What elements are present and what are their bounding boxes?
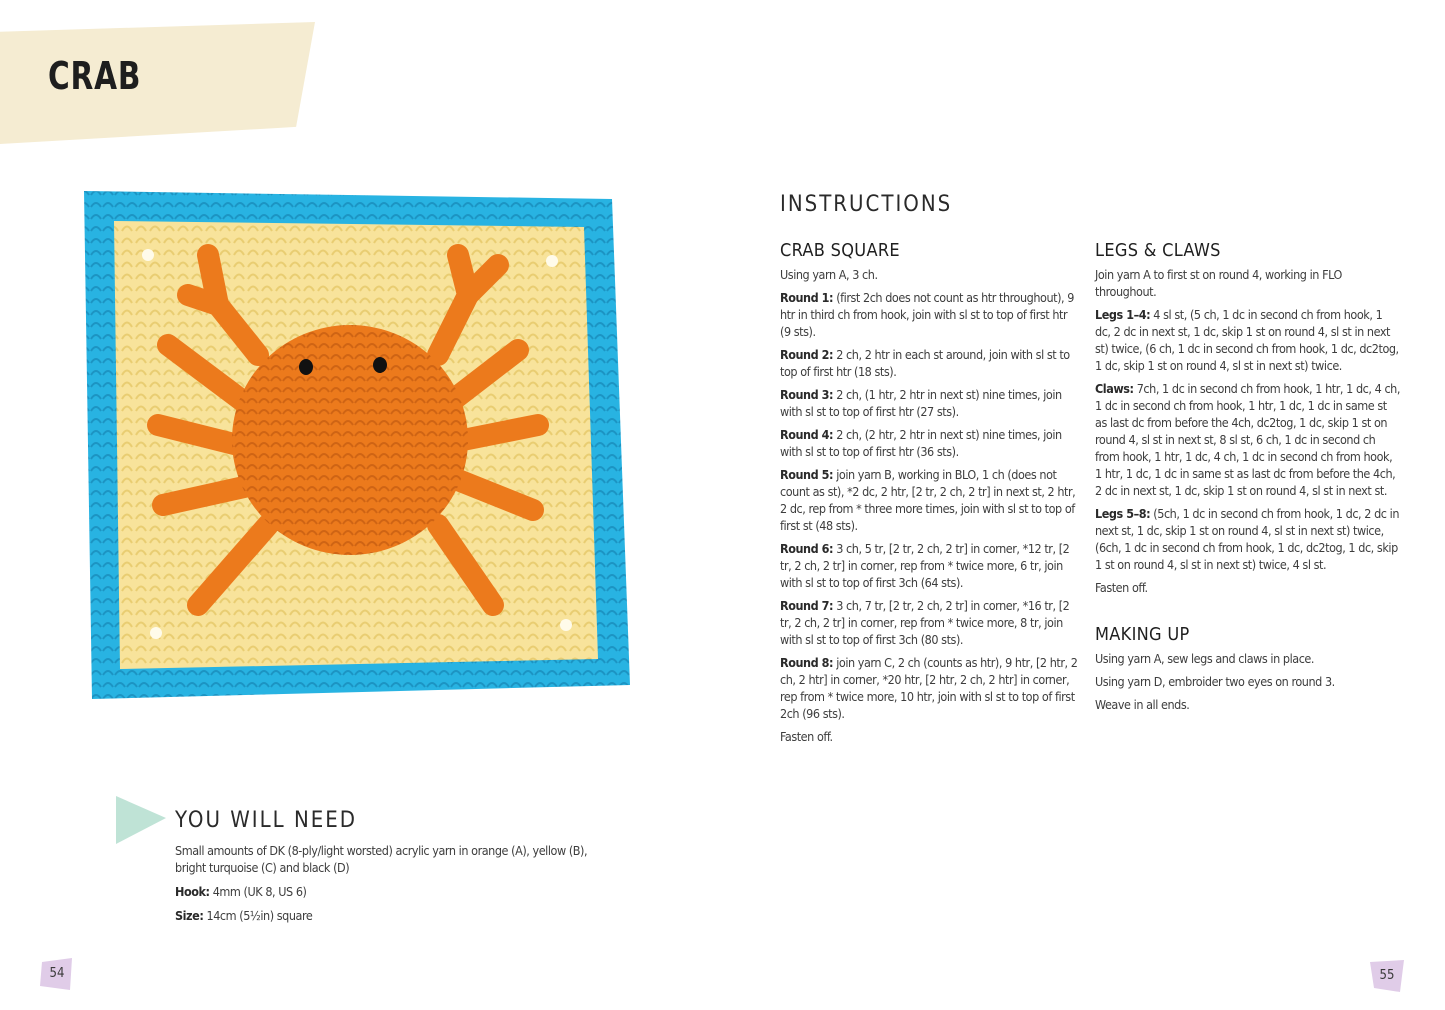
round-text: 3 ch, 5 tr, [2 tr, 2 ch, 2 tr] in corner, *12 tr, [2 tr, 2 ch, 2 tr] in corner, rep from * twice more, 6 tr, join with sl st to top of first 3ch (64 sts). <box>780 541 1070 590</box>
triangle-arrow-icon <box>116 796 166 844</box>
hook-line <box>175 883 595 900</box>
round-text: 3 ch, 7 tr, [2 tr, 2 ch, 2 tr] in corner, *16 tr, [2 tr, 2 ch, 2 tr] in corner, rep from * twice more, 8 tr, join with sl st to top of first 3ch (80 sts). <box>780 598 1070 647</box>
round-text: join yarn C, 2 ch (counts as htr), 9 htr, [2 htr, 2 ch, 2 htr] in corner, *20 htr, [2 htr, 2 ch, 2 htr] in corner, rep from * twice more, 10 htr, join with sl st to top of first 2ch (96 sts). <box>780 655 1078 721</box>
item-label: Legs 5–8: <box>1095 506 1151 521</box>
round-8 <box>780 654 1080 722</box>
round-5 <box>780 466 1080 534</box>
round-2 <box>780 346 1080 380</box>
crab-square-photo <box>78 185 638 705</box>
round-text: (first 2ch does not count as htr throughout), 9 htr in third ch from hook, join with sl st to top of first htr (9 sts). <box>780 290 1074 339</box>
round-label: Round 3: <box>780 387 834 402</box>
page-title: CRAB <box>48 54 142 98</box>
round-text: join yarn B, working in BLO, 1 ch (does not count as st), *2 dc, 2 htr, [2 tr, 2 ch, 2 tr] in next st, 2 htr, 2 dc, rep from * three more times, join with sl st to top of first st (48 sts). <box>780 467 1076 533</box>
size-label: Size: <box>175 908 204 923</box>
crab-square-intro: Using yarn A, 3 ch. <box>780 267 878 282</box>
round-label: Round 4: <box>780 427 834 442</box>
legs-claws-section <box>1095 266 1400 602</box>
round-text: 2 ch, (1 htr, 2 htr in next st) nine times, join with sl st to top of first htr (27 sts). <box>780 387 1062 419</box>
you-will-need-list <box>175 842 595 931</box>
size-value: 14cm (5½in) square <box>203 908 313 923</box>
round-1 <box>780 289 1080 340</box>
hook-value: 4mm (UK 8, US 6) <box>209 884 307 899</box>
you-will-need-heading: YOU WILL NEED <box>175 808 358 833</box>
yarn-text: Small amounts of DK (8-ply/light worsted) acrylic yarn in orange (A), yellow (B), bright turquoise (C) and black (D) <box>175 843 588 875</box>
page-number-right-text: 55 <box>1379 968 1395 983</box>
legs-claws-heading: LEGS & CLAWS <box>1095 240 1221 261</box>
item-text: 7ch, 1 dc in second ch from hook, 1 htr, 1 dc, 4 ch, 1 dc in second ch from hook, 1 htr, 1 dc, 1 dc in same st as last dc from before the 4ch, dc2tog, 1 dc, skip 1 st on round 4, sl st in next st, 8 sl st, 6 ch, 1 dc in second ch from hook, 1 htr, 1 dc, 4 ch, 1 dc in second ch from hook, 1 htr, 1 dc, 1 dc in same st as last dc from before the 4ch, 2 dc in next st, 1 dc, skip 1 st on round 4, sl st in next st. <box>1095 381 1400 498</box>
round-3 <box>780 386 1080 420</box>
round-label: Round 1: <box>780 290 834 305</box>
round-7 <box>780 597 1080 648</box>
crab-square-fasten-off: Fasten off. <box>780 729 833 744</box>
item-label: Claws: <box>1095 381 1134 396</box>
round-text: 2 ch, 2 htr in each st around, join with sl st to top of first htr (18 sts). <box>780 347 1070 379</box>
page-number-left <box>40 958 74 990</box>
item-text: (5ch, 1 dc in second ch from hook, 1 dc, 2 dc in next st, 1 dc, skip 1 st on round 4, sl st in next st) twice, (6ch, 1 dc in second ch from hook, 1 dc, dc2tog, 1 dc, skip 1 st on round 4, sl st in next st) twice, 4 sl st. <box>1095 506 1400 572</box>
crab-square-section <box>780 266 1080 751</box>
round-text: 2 ch, (2 htr, 2 htr in next st) nine times, join with sl st to top of first htr (36 sts). <box>780 427 1062 459</box>
page-number-left-text: 54 <box>49 966 65 981</box>
legs-1-4 <box>1095 306 1400 374</box>
making-up-line: Weave in all ends. <box>1095 697 1190 712</box>
making-up-line: Using yarn D, embroider two eyes on round 3. <box>1095 674 1335 689</box>
making-up-section <box>1095 650 1400 719</box>
instructions-heading: INSTRUCTIONS <box>780 192 953 217</box>
round-label: Round 7: <box>780 598 834 613</box>
making-up-line: Using yarn A, sew legs and claws in place. <box>1095 651 1315 666</box>
legs-claws-fasten-off: Fasten off. <box>1095 580 1148 595</box>
hook-label: Hook: <box>175 884 210 899</box>
round-label: Round 5: <box>780 467 834 482</box>
round-4 <box>780 426 1080 460</box>
claws <box>1095 380 1400 499</box>
round-label: Round 6: <box>780 541 834 556</box>
round-label: Round 8: <box>780 655 834 670</box>
item-text: 4 sl st, (5 ch, 1 dc in second ch from hook, 1 dc, 2 dc in next st, 1 dc, skip 1 st on round 4, sl st in next st) twice, (6 ch, 1 dc in second ch from hook, 1 dc, dc2tog, 1 dc, skip 1 st on round 4, sl st in next st) twice. <box>1095 307 1399 373</box>
item-label: Legs 1–4: <box>1095 307 1151 322</box>
making-up-heading: MAKING UP <box>1095 624 1190 645</box>
legs-claws-intro: Join yarn A to first st on round 4, working in FLO throughout. <box>1095 267 1342 299</box>
size-line <box>175 907 595 924</box>
legs-5-8 <box>1095 505 1400 573</box>
page-number-right <box>1370 960 1404 992</box>
round-label: Round 2: <box>780 347 834 362</box>
round-6 <box>780 540 1080 591</box>
crab-square-heading: CRAB SQUARE <box>780 240 900 261</box>
